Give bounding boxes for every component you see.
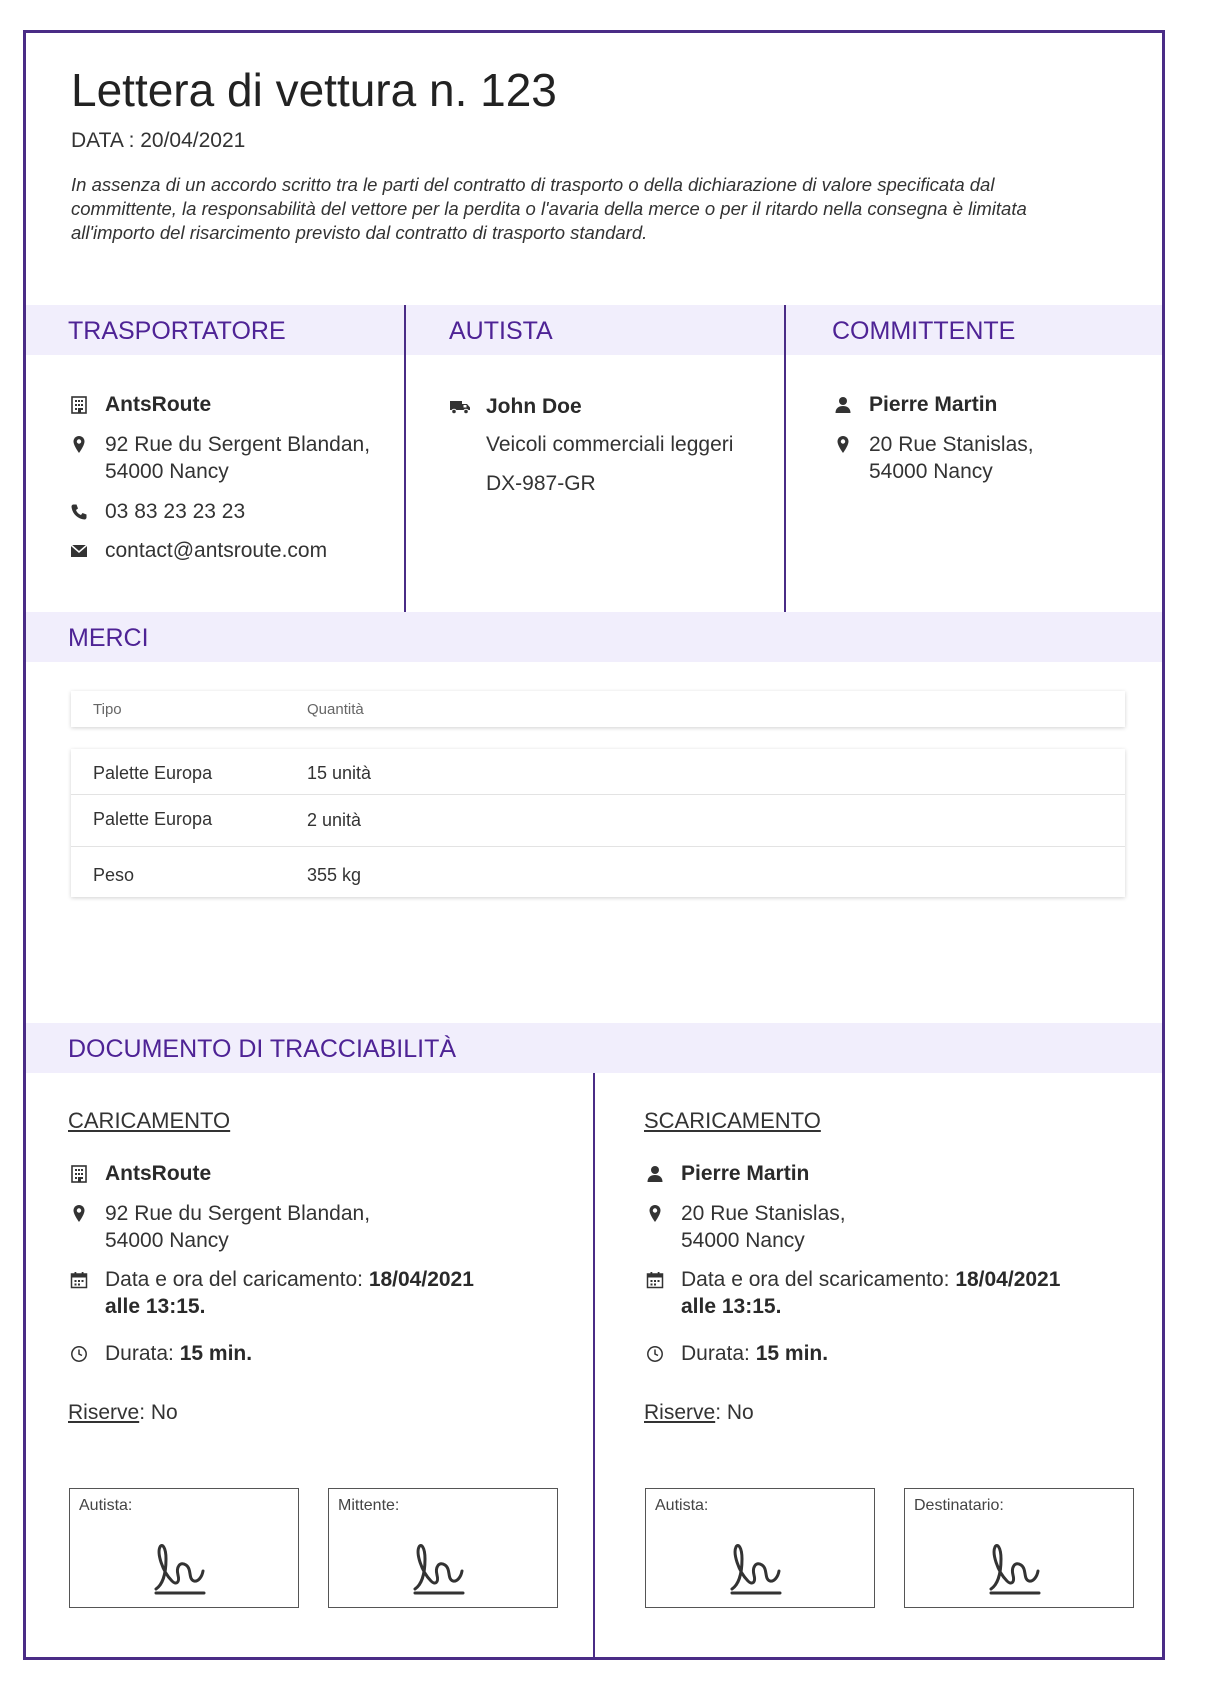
carrier-phone-row bbox=[68, 498, 245, 525]
carrier-address-row bbox=[68, 431, 370, 485]
goods-table-header bbox=[71, 691, 1125, 727]
goods-heading: MERCI bbox=[68, 624, 149, 652]
signature-label: Destinatario: bbox=[914, 1497, 1004, 1514]
driver-name-row bbox=[449, 393, 582, 420]
column-header-quantity: Quantità bbox=[307, 701, 364, 718]
goods-type-cell: Palette Europa bbox=[93, 763, 213, 783]
loading-address-row bbox=[68, 1200, 370, 1254]
unloading-heading: SCARICAMENTO bbox=[644, 1108, 821, 1133]
signature-label: Mittente: bbox=[338, 1497, 400, 1514]
driver-plate: DX-987-GR bbox=[486, 472, 596, 495]
loading-datetime-date: 18/04/2021 bbox=[368, 1268, 474, 1291]
client-address-row bbox=[832, 431, 1034, 485]
carrier-name: AntsRoute bbox=[105, 393, 212, 416]
column-header-type: Tipo bbox=[93, 701, 122, 718]
client-heading: COMMITTENTE bbox=[832, 317, 1016, 345]
unloading-address-line1: 20 Rue Stanislas, bbox=[681, 1202, 846, 1225]
column-divider bbox=[593, 1073, 595, 1657]
building-icon bbox=[68, 1160, 90, 1187]
loading-duration-row bbox=[68, 1340, 252, 1367]
unloading-datetime-date: 18/04/2021 bbox=[955, 1268, 1061, 1291]
truck-icon bbox=[449, 393, 471, 420]
building-icon bbox=[68, 391, 90, 418]
loading-duration-value: 15 min. bbox=[179, 1342, 253, 1365]
signature-box-sender[interactable] bbox=[328, 1488, 558, 1608]
loading-address-line1: 92 Rue du Sergent Blandan, bbox=[105, 1202, 371, 1225]
driver-name: John Doe bbox=[486, 395, 582, 418]
loading-address-line2: 54000 Nancy bbox=[105, 1229, 229, 1252]
traceability-header-band bbox=[26, 1023, 1162, 1073]
unloading-duration-row bbox=[644, 1340, 828, 1367]
carrier-heading: TRASPORTATORE bbox=[68, 317, 286, 345]
signature-label: Autista: bbox=[79, 1497, 133, 1514]
map-pin-icon bbox=[832, 431, 854, 458]
unloading-reserves-label: Riserve bbox=[644, 1401, 716, 1424]
phone-icon bbox=[68, 498, 90, 525]
client-name: Pierre Martin bbox=[869, 393, 998, 416]
person-icon bbox=[644, 1160, 666, 1187]
clock-icon bbox=[68, 1340, 90, 1367]
unloading-duration-value: 15 min. bbox=[755, 1342, 829, 1365]
signature-icon bbox=[985, 1539, 1045, 1595]
goods-table bbox=[71, 749, 1125, 897]
parties-header-band bbox=[26, 305, 1162, 355]
map-pin-icon bbox=[68, 1200, 90, 1227]
signature-icon bbox=[726, 1539, 786, 1595]
carrier-address-line2: 54000 Nancy bbox=[105, 460, 229, 483]
row-divider bbox=[71, 846, 1125, 847]
unloading-datetime-time: alle 13:15. bbox=[681, 1295, 782, 1318]
loading-heading: CARICAMENTO bbox=[68, 1108, 231, 1133]
signature-box-unloading-driver[interactable] bbox=[645, 1488, 875, 1608]
map-pin-icon bbox=[68, 431, 90, 458]
loading-reserves-label: Riserve bbox=[68, 1401, 140, 1424]
goods-header-band bbox=[26, 612, 1162, 662]
carrier-phone: 03 83 23 23 23 bbox=[105, 500, 246, 523]
calendar-icon bbox=[644, 1266, 666, 1293]
signature-label: Autista: bbox=[655, 1497, 709, 1514]
signature-box-recipient[interactable] bbox=[904, 1488, 1134, 1608]
goods-quantity-cell: 15 unità bbox=[307, 763, 372, 783]
unloading-duration-label: Durata: bbox=[681, 1342, 750, 1365]
calendar-icon bbox=[68, 1266, 90, 1293]
loading-duration-label: Durata: bbox=[105, 1342, 174, 1365]
loading-datetime-label: Data e ora del caricamento: bbox=[105, 1268, 363, 1291]
envelope-icon bbox=[68, 537, 90, 564]
carrier-email: contact@antsroute.com bbox=[105, 539, 328, 562]
unloading-name: Pierre Martin bbox=[681, 1162, 810, 1185]
carrier-address-line1: 92 Rue du Sergent Blandan, bbox=[105, 433, 371, 456]
unloading-reserves-value: : No bbox=[715, 1401, 754, 1424]
driver-vehicle: Veicoli commerciali leggeri bbox=[486, 433, 734, 456]
map-pin-icon bbox=[644, 1200, 666, 1227]
person-icon bbox=[832, 391, 854, 418]
unloading-reserves bbox=[644, 1401, 754, 1425]
loading-name: AntsRoute bbox=[105, 1162, 212, 1185]
carrier-email-row bbox=[68, 537, 327, 564]
liability-disclaimer: In assenza di un accordo scritto tra le parti del contratto di trasporto o della dichiarazione di valore specificata dal committente, la responsabilità del vettore per la perdita o l'avaria della merce o per il ritardo nella consegna è limitata all'importo del risarcimento previsto dal contratto di trasporto standard. bbox=[71, 174, 1027, 243]
loading-datetime-row bbox=[68, 1266, 474, 1320]
waybill-document bbox=[23, 30, 1165, 1660]
goods-type-cell: Palette Europa bbox=[93, 809, 213, 829]
traceability-heading: DOCUMENTO DI TRACCIABILITÀ bbox=[68, 1035, 457, 1063]
unloading-name-row bbox=[644, 1160, 809, 1187]
loading-name-row bbox=[68, 1160, 211, 1187]
client-address-line2: 54000 Nancy bbox=[869, 460, 993, 483]
page-title: Lettera di vettura n. 123 bbox=[71, 64, 557, 116]
unloading-datetime-row bbox=[644, 1266, 1060, 1320]
loading-reserves bbox=[68, 1401, 178, 1425]
row-divider bbox=[71, 794, 1125, 795]
unloading-address-row bbox=[644, 1200, 846, 1254]
signature-icon bbox=[409, 1539, 469, 1595]
document-date: DATA : 20/04/2021 bbox=[71, 129, 246, 152]
signature-box-loading-driver[interactable] bbox=[69, 1488, 299, 1608]
driver-heading: AUTISTA bbox=[449, 317, 553, 345]
loading-reserves-value: : No bbox=[139, 1401, 178, 1424]
goods-quantity-cell: 2 unità bbox=[307, 810, 362, 830]
client-name-row bbox=[832, 391, 997, 418]
signature-icon bbox=[150, 1539, 210, 1595]
unloading-address-line2: 54000 Nancy bbox=[681, 1229, 805, 1252]
clock-icon bbox=[644, 1340, 666, 1367]
goods-quantity-cell: 355 kg bbox=[307, 865, 362, 885]
carrier-name-row bbox=[68, 391, 211, 418]
loading-datetime-time: alle 13:15. bbox=[105, 1295, 206, 1318]
unloading-datetime-label: Data e ora del scaricamento: bbox=[681, 1268, 950, 1291]
column-divider bbox=[784, 305, 786, 612]
column-divider bbox=[404, 305, 406, 612]
client-address-line1: 20 Rue Stanislas, bbox=[869, 433, 1034, 456]
goods-type-cell: Peso bbox=[93, 865, 135, 885]
